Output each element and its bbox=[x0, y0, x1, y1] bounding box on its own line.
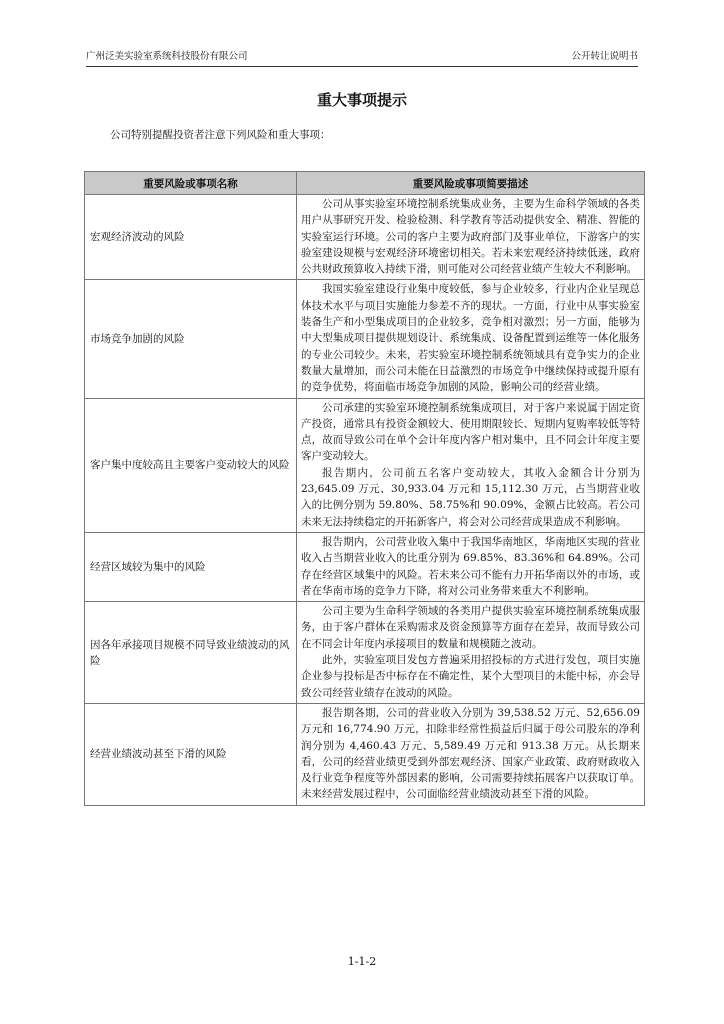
table-row bbox=[85, 398, 645, 532]
table-row bbox=[85, 703, 645, 805]
risk-name: 市场竞争加剧的风险 bbox=[85, 280, 297, 398]
description-paragraph: 公司承建的实验室环境控制系统集成项目，对于客户来说属于固定资产投资，通常具有投资金额较大、使用期限较长、短期内复购率较低等特点，故而导致公司在单个会计年度内客户相对集中，且不同会计年度主要客户变动较大。 bbox=[301, 401, 640, 463]
header-company: 广州泛美实验室系统科技股份有限公司 bbox=[86, 51, 248, 62]
risk-description bbox=[297, 602, 645, 704]
page-number: 1-1-2 bbox=[347, 955, 377, 968]
risk-description bbox=[297, 280, 645, 398]
risk-name: 经营区域较为集中的风险 bbox=[85, 532, 297, 601]
risk-description bbox=[297, 195, 645, 280]
description-paragraph: 公司主要为生命科学领域的各类用户提供实验室环境控制系统集成服务，由于客户群体在采购需求及资金预算等方面存在差异，故而导致公司在不同会计年度内承接项目的数量和规模随之波动。 bbox=[301, 605, 640, 650]
risk-description bbox=[297, 532, 645, 601]
table-row bbox=[85, 602, 645, 704]
column-header-name: 重要风险或事项名称 bbox=[85, 172, 297, 195]
table-header-row bbox=[85, 172, 645, 195]
intro-text: 公司特别提醒投资者注意下列风险和重大事项： bbox=[110, 129, 331, 141]
description-paragraph: 报告期内，公司前五名客户变动较大，其收入金额合计分别为 23,645.09 万元、30,933.04 万元和 15,112.30 万元，占当期营业收入的比例分别为 59.80%、58.75%和 90.09%，金额占比较高。若公司未来无法持续稳定的开拓新客户，将会对公司经营成果造成不利影响。 bbox=[301, 466, 640, 528]
risk-name: 因各年承接项目规模不同导致业绩波动的风险 bbox=[85, 602, 297, 704]
description-paragraph: 报告期内，公司营业收入集中于我国华南地区，华南地区实现的营业收入占当期营业收入的比重分别为 69.85%、83.36%和 64.89%。公司存在经营区域集中的风险。若未来公司不能有力开拓华南以外的市场，或者在华南市场的竞争力下降，将对公司业务带来重大不利影响。 bbox=[301, 535, 640, 597]
table-row bbox=[85, 195, 645, 280]
page-header bbox=[86, 50, 638, 67]
header-doc-type: 公开转让说明书 bbox=[571, 51, 638, 62]
risk-name: 经营业绩波动甚至下滑的风险 bbox=[85, 703, 297, 805]
risk-description bbox=[297, 398, 645, 532]
risk-description bbox=[297, 703, 645, 805]
risk-table bbox=[84, 171, 645, 806]
table-row bbox=[85, 532, 645, 601]
risk-name: 宏观经济波动的风险 bbox=[85, 195, 297, 280]
risk-name: 客户集中度较高且主要客户变动较大的风险 bbox=[85, 398, 297, 532]
description-paragraph: 此外，实验室项目发包方普遍采用招投标的方式进行发包，项目实施企业参与投标是否中标存在不确定性，某个大型项目的未能中标，亦会导致公司经营业绩存在波动的风险。 bbox=[301, 654, 640, 699]
table-row bbox=[85, 280, 645, 398]
column-header-description: 重要风险或事项简要描述 bbox=[297, 172, 645, 195]
description-paragraph: 报告期各期，公司的营业收入分别为 39,538.52 万元、52,656.09 万元和 16,774.90 万元，扣除非经常性损益后归属于母公司股东的净利润分别为 4,460.43 万元、5,589.49 万元和 913.38 万元。从长期来看，公司的经营业绩更受到外部宏观经济、国家产业政策、政府财政收入及行业竞争程度等外部因素的影响，公司需要持续拓展客户以获取订单。未来经营发展过程中，公司面临经营业绩波动甚至下滑的风险。 bbox=[301, 706, 640, 801]
description-paragraph: 我国实验室建设行业集中度较低，参与企业较多，行业内企业呈现总体技术水平与项目实施能力参差不齐的现状。一方面，行业中从事实验室装备生产和小型集成项目的企业较多，竞争相对激烈；另一方面，能够为中大型集成项目提供规划设计、系统集成、设备配置到运维等一体化服务的专业公司较少。未来，若实验室环境控制系统领域具有竞争实力的企业数量大量增加，而公司未能在日益激烈的市场竞争中继续保持或提升原有的竞争优势，将面临市场竞争加剧的风险，影响公司的经营业绩。 bbox=[301, 283, 640, 394]
page-title: 重大事项提示 bbox=[316, 91, 407, 109]
description-paragraph: 公司从事实验室环境控制系统集成业务，主要为生命科学领域的各类用户从事研究开发、检验检测、科学教育等活动提供安全、精准、智能的实验室运行环境。公司的客户主要为政府部门及事业单位，下游客户的实验室建设规模与宏观经济环境密切相关。若未来宏观经济持续低迷，政府公共财政预算收入持续下滑，则可能对公司经营业绩产生较大不利影响。 bbox=[301, 198, 640, 276]
